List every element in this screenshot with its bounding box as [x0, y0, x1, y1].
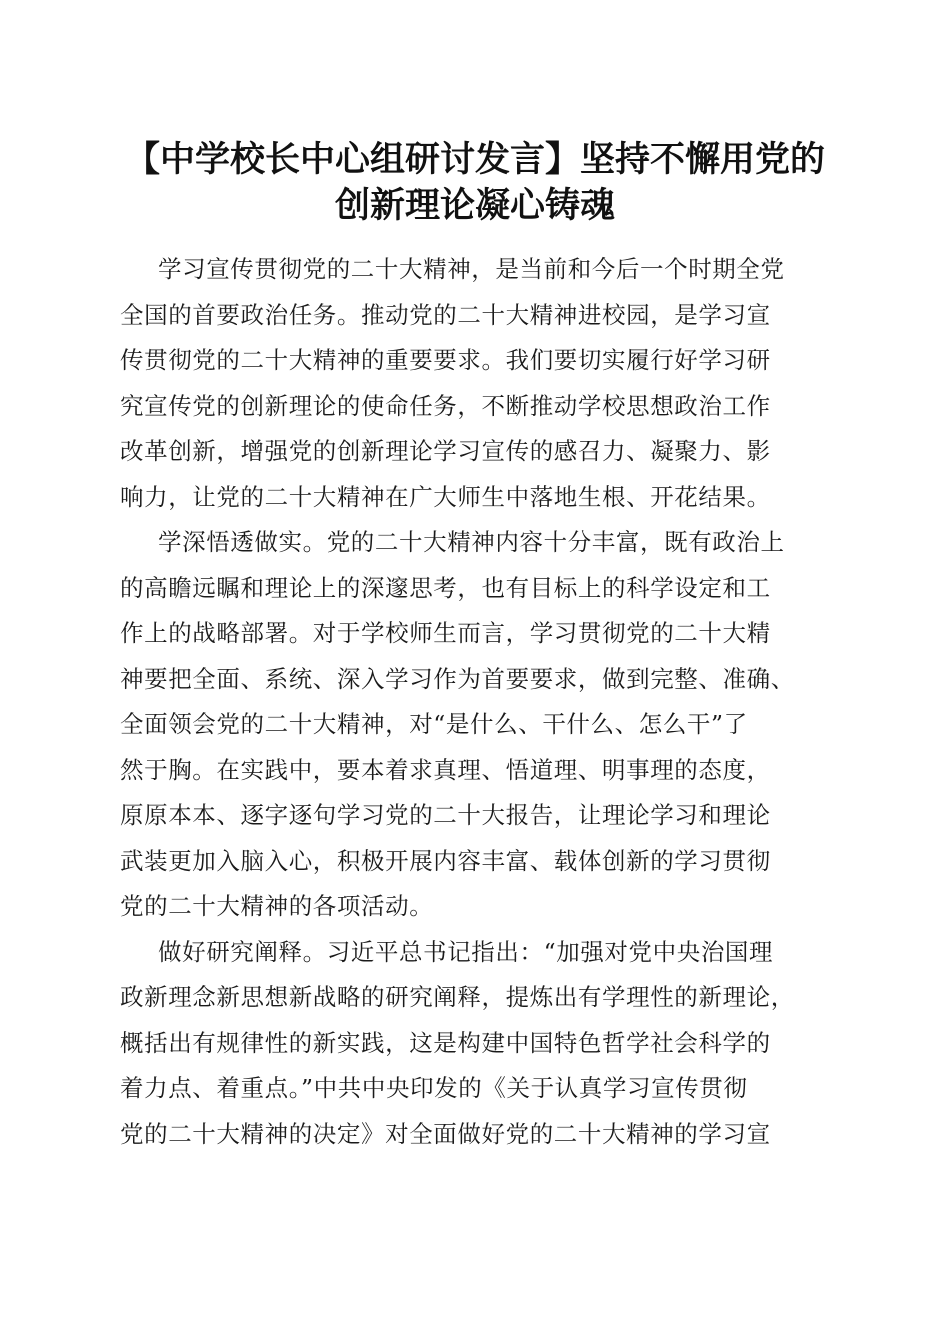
paragraph-line: 全面领会党的二十大精神，对“是什么、干什么、怎么干”了 [120, 710, 748, 738]
paragraph-line: 原原本本、逐字逐句学习党的二十大报告，让理论学习和理论 [120, 801, 771, 829]
paragraph-line: 神要把全面、系统、深入学习作为首要要求，做到完整、准确、 [120, 664, 795, 693]
paragraph-line: 做好研究阐释。习近平总书记指出：“加强对党中央治国理 [158, 937, 774, 966]
paragraph-line: 传贯彻党的二十大精神的重要要求。我们要切实履行好学习研 [120, 346, 771, 374]
paragraph-3 [120, 930, 850, 1158]
paragraph-line: 学习宣传贯彻党的二十大精神，是当前和今后一个时期全党 [158, 255, 785, 283]
document-title-line-2: 创新理论凝心铸魂 [334, 185, 615, 226]
paragraph-line: 着力点、着重点。”中共中央印发的《关于认真学习宣传贯彻 [120, 1074, 748, 1102]
paragraph-line: 全国的首要政治任务。推动党的二十大精神进校园，是学习宣 [120, 300, 771, 329]
paragraph-line: 改革创新，增强党的创新理论学习宣传的感召力、凝聚力、影 [120, 437, 771, 465]
paragraph-line: 学深悟透做实。党的二十大精神内容十分丰富，既有政治上 [158, 528, 785, 556]
paragraph-line: 然于胸。在实践中，要本着求真理、悟道理、明事理的态度， [120, 755, 771, 784]
document-body [120, 247, 850, 1157]
paragraph-1 [120, 247, 850, 520]
paragraph-line: 响力，让党的二十大精神在广大师生中落地生根、开花结果。 [120, 482, 771, 511]
paragraph-line: 作上的战略部署。对于学校师生而言，学习贯彻党的二十大精 [120, 619, 771, 647]
paragraph-line: 的高瞻远瞩和理论上的深邃思考，也有目标上的科学设定和工 [120, 573, 771, 602]
paragraph-line: 武装更加入脑入心，积极开展内容丰富、载体创新的学习贯彻 [120, 846, 771, 875]
paragraph-line: 党的二十大精神的各项活动。 [120, 892, 434, 920]
document-title-line-1: 【中学校长中心组研讨发言】坚持不懈用党的 [124, 139, 825, 180]
paragraph-line: 党的二十大精神的决定》对全面做好党的二十大精神的学习宣 [120, 1119, 771, 1148]
paragraph-line: 究宣传党的创新理论的使命任务，不断推动学校思想政治工作 [120, 391, 771, 420]
paragraph-line: 政新理念新思想新战略的研究阐释，提炼出有学理性的新理论， [120, 983, 795, 1011]
paragraph-line: 概括出有规律性的新实践，这是构建中国特色哲学社会科学的 [120, 1028, 771, 1057]
paragraph-2 [120, 520, 850, 930]
